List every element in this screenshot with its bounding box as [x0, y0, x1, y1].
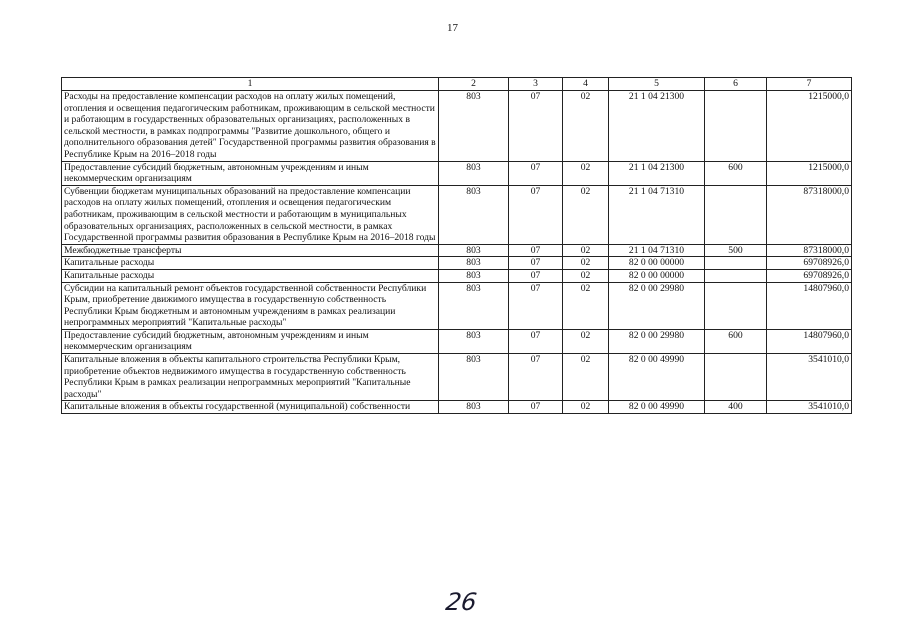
- row-description: Межбюджетные трансферты: [62, 244, 439, 257]
- column-header: 2: [439, 78, 509, 91]
- row-section-code: 07: [509, 269, 563, 282]
- row-grbs-code: 803: [439, 244, 509, 257]
- row-amount: 3541010,0: [767, 354, 852, 401]
- row-grbs-code: 803: [439, 401, 509, 414]
- row-target-article: 82 0 00 49990: [609, 354, 705, 401]
- table-row: [62, 244, 852, 257]
- row-description: Субвенции бюджетам муниципальных образований на предоставление компенсации расходов на оплату жилых помещений, отопления и освещения педагогическим работникам, проживающим в сельской местности и работающим в муниципальных образовательных организациях, расположенных в сельской местности, в рамках Государственной программы развития образования в Республике Крым на 2016–2018 годы: [62, 185, 439, 244]
- row-description: Расходы на предоставление компенсации расходов на оплату жилых помещений, отопления и освещения педагогическим работникам, проживающим в сельской местности и работающим в государственных образовательных организациях, расположенных в сельской местности, в рамках подпрограммы "Развитие дошкольного, общего и дополнительного образования детей" Государственной программы развития образования в Республике Крым на 2016–2018 годы: [62, 91, 439, 162]
- table-row: [62, 161, 852, 185]
- row-expense-type: [705, 269, 767, 282]
- row-target-article: 21 1 04 71310: [609, 244, 705, 257]
- row-target-article: 82 0 00 49990: [609, 401, 705, 414]
- page-number: 17: [447, 22, 458, 34]
- table-row: [62, 257, 852, 270]
- row-section-code: 07: [509, 257, 563, 270]
- row-amount: 3541010,0: [767, 401, 852, 414]
- row-subsection-code: 02: [563, 91, 609, 162]
- row-subsection-code: 02: [563, 185, 609, 244]
- row-expense-type: [705, 354, 767, 401]
- row-section-code: 07: [509, 354, 563, 401]
- row-section-code: 07: [509, 282, 563, 329]
- table-row: [62, 329, 852, 353]
- table-row: [62, 282, 852, 329]
- row-description: Капитальные расходы: [62, 269, 439, 282]
- row-section-code: 07: [509, 244, 563, 257]
- row-grbs-code: 803: [439, 354, 509, 401]
- row-subsection-code: 02: [563, 329, 609, 353]
- row-expense-type: 600: [705, 161, 767, 185]
- row-amount: 69708926,0: [767, 257, 852, 270]
- row-grbs-code: 803: [439, 91, 509, 162]
- row-grbs-code: 803: [439, 161, 509, 185]
- row-description: Капитальные вложения в объекты капитального строительства Республики Крым, приобретение объектов недвижимого имущества в государственную собственность Республики Крым в рамках реализации непрограммных мероприятий "Капитальные расходы": [62, 354, 439, 401]
- row-grbs-code: 803: [439, 282, 509, 329]
- row-expense-type: [705, 185, 767, 244]
- row-amount: 1215000,0: [767, 161, 852, 185]
- row-subsection-code: 02: [563, 269, 609, 282]
- row-description: Предоставление субсидий бюджетным, автономным учреждениям и иным некоммерческим организациям: [62, 329, 439, 353]
- row-target-article: 21 1 04 71310: [609, 185, 705, 244]
- row-expense-type: [705, 282, 767, 329]
- row-grbs-code: 803: [439, 269, 509, 282]
- row-target-article: 82 0 00 00000: [609, 269, 705, 282]
- row-description: Субсидии на капитальный ремонт объектов государственной собственности Республики Крым, приобретение движимого имущества в государственную собственность Республики Крым бюджетным и автономным учреждениям в рамках реализации непрограммных мероприятий "Капитальные расходы": [62, 282, 439, 329]
- column-header: 5: [609, 78, 705, 91]
- row-subsection-code: 02: [563, 282, 609, 329]
- row-target-article: 82 0 00 29980: [609, 282, 705, 329]
- row-amount: 87318000,0: [767, 244, 852, 257]
- column-header: 6: [705, 78, 767, 91]
- table-header-row: [62, 78, 852, 91]
- row-description: Капитальные расходы: [62, 257, 439, 270]
- row-target-article: 82 0 00 00000: [609, 257, 705, 270]
- row-expense-type: 400: [705, 401, 767, 414]
- row-description: Капитальные вложения в объекты государственной (муниципальной) собственности: [62, 401, 439, 414]
- row-amount: 69708926,0: [767, 269, 852, 282]
- column-header: 7: [767, 78, 852, 91]
- table-row: [62, 269, 852, 282]
- row-subsection-code: 02: [563, 401, 609, 414]
- row-grbs-code: 803: [439, 257, 509, 270]
- row-section-code: 07: [509, 329, 563, 353]
- row-expense-type: 500: [705, 244, 767, 257]
- column-header: 1: [62, 78, 439, 91]
- column-header: 4: [563, 78, 609, 91]
- row-expense-type: 600: [705, 329, 767, 353]
- row-amount: 1215000,0: [767, 91, 852, 162]
- row-expense-type: [705, 91, 767, 162]
- row-section-code: 07: [509, 401, 563, 414]
- row-amount: 87318000,0: [767, 185, 852, 244]
- row-grbs-code: 803: [439, 185, 509, 244]
- row-grbs-code: 803: [439, 329, 509, 353]
- table-row: [62, 354, 852, 401]
- row-section-code: 07: [509, 161, 563, 185]
- row-subsection-code: 02: [563, 161, 609, 185]
- row-target-article: 21 1 04 21300: [609, 91, 705, 162]
- row-target-article: 82 0 00 29980: [609, 329, 705, 353]
- column-header: 3: [509, 78, 563, 91]
- row-section-code: 07: [509, 185, 563, 244]
- row-expense-type: [705, 257, 767, 270]
- row-subsection-code: 02: [563, 257, 609, 270]
- table-row: [62, 401, 852, 414]
- table-row: [62, 185, 852, 244]
- row-description: Предоставление субсидий бюджетным, автономным учреждениям и иным некоммерческим организациям: [62, 161, 439, 185]
- row-subsection-code: 02: [563, 244, 609, 257]
- table-row: [62, 91, 852, 162]
- row-amount: 14807960,0: [767, 282, 852, 329]
- row-amount: 14807960,0: [767, 329, 852, 353]
- handwritten-page-number: 26: [444, 588, 479, 616]
- budget-table: [61, 77, 852, 414]
- row-target-article: 21 1 04 21300: [609, 161, 705, 185]
- row-section-code: 07: [509, 91, 563, 162]
- row-subsection-code: 02: [563, 354, 609, 401]
